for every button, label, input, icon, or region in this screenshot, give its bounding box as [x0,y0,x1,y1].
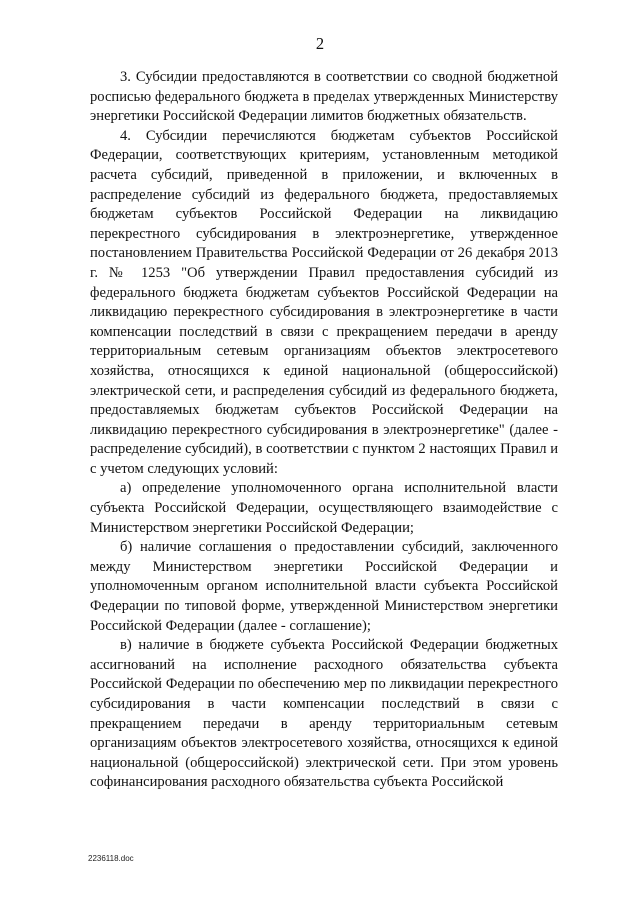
paragraph-4b: б) наличие соглашения о предоставлении субсидий, заключенного между Министерством энергетики Российской Федерации и уполномоченным органом исполнительной власти субъекта Российской Федерации по типовой форме, утвержденной Министерством энергетики Российской Федерации (далее - соглашение); [90,539,558,634]
paragraph-4a: а) определение уполномоченного органа исполнительной власти субъекта Российской Федерации, осуществляющего взаимодействие с Министерством энергетики Российской Федерации; [90,480,558,536]
document-body [90,68,558,793]
footer-filename: 2236118.doc [88,854,134,863]
paragraph-4c: в) наличие в бюджете субъекта Российской Федерации бюджетных ассигнований на исполнение расходного обязательства субъекта Российской Федерации по обеспечению мер по ликвидации перекрестного субсидирования в части компенсации последствий в связи с прекращением передачи в аренду территориальным сетевым организациям объектов электросетевого хозяйства, относящихся к единой национальной (общероссийской) электрической сети. При этом уровень софинансирования расходного обязательства субъекта Российской [90,637,558,791]
paragraph-3: 3. Субсидии предоставляются в соответствии со сводной бюджетной росписью федерального бюджета в пределах утвержденных Министерству энергетики Российской Федерации лимитов бюджетных обязательств. [90,69,558,125]
page-number: 2 [315,34,325,53]
paragraph-4: 4. Субсидии перечисляются бюджетам субъектов Российской Федерации, соответствующих критериям, установленным методикой расчета субсидий, приведенной в приложении, и включенных в распределение субсидий из федерального бюджета, предоставляемых бюджетам субъектов Российской Федерации на ликвидацию перекрестного субсидирования в электроэнергетике, утвержденное постановлением Правительства Российской Федерации от 26 декабря 2013 г. № 1253 "Об утверждении Правил предоставления субсидий из федерального бюджета бюджетам субъектов Российской Федерации на ликвидацию перекрестного субсидирования в электроэнергетике в части компенсации последствий в связи с прекращением передачи в аренду территориальным сетевым организациям объектов электросетевого хозяйства, относящихся к единой национальной (общероссийской) электрической сети, и распределения субсидий из федерального бюджета, предоставляемых бюджетам субъектов Российской Федерации на ликвидацию перекрестного субсидирования в электроэнергетике" (далее - распределение субсидий), в соответствии с пунктом 2 настоящих Правил и с учетом следующих условий: [90,127,558,477]
